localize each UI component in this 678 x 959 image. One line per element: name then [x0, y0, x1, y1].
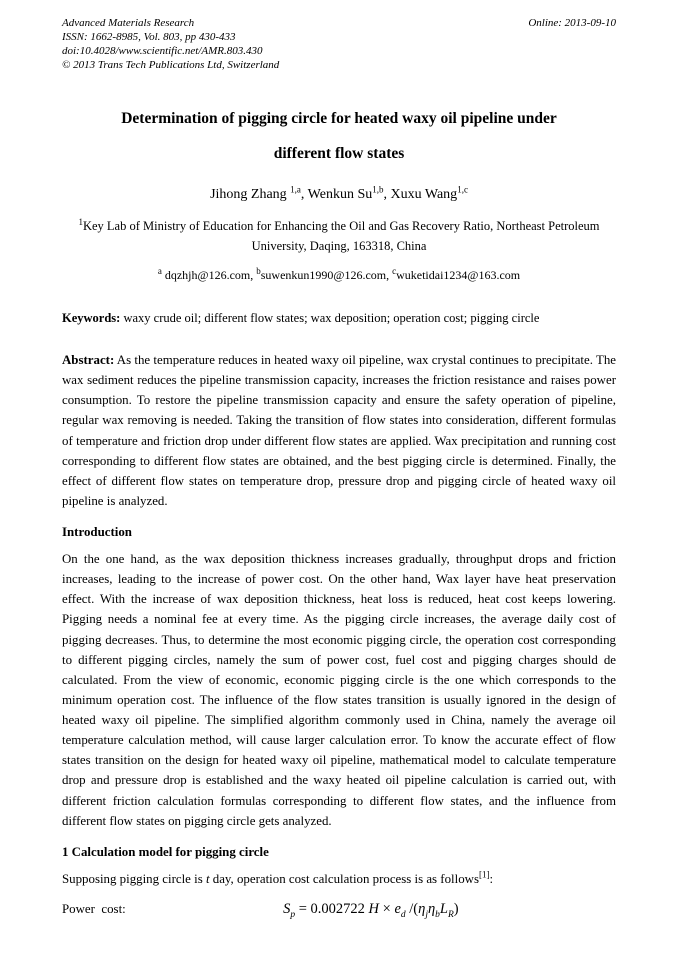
- abstract-paragraph: [62, 350, 616, 511]
- variable-t: t: [205, 871, 210, 886]
- power-cost-formula: [126, 901, 616, 918]
- formula-sub-p: p: [290, 909, 296, 920]
- supposing-pre: Supposing pigging circle is: [62, 871, 206, 886]
- email-a: dqzhjh@126.com,: [161, 268, 257, 283]
- abstract-label: Abstract:: [62, 353, 115, 368]
- email-a-superscript: a: [157, 266, 162, 277]
- formula-sub-R: R: [447, 909, 454, 920]
- authors-line: [62, 184, 616, 203]
- formula-sub-j: j: [425, 909, 428, 920]
- formula-sub-d: d: [400, 909, 406, 920]
- author-1: Jihong Zhang: [210, 187, 291, 203]
- keywords-text: waxy crude oil; different flow states; wax deposition; operation cost; pigging circle: [120, 311, 540, 326]
- keywords-label: Keywords:: [62, 311, 121, 326]
- affiliation-superscript: 1: [78, 217, 83, 228]
- author-2: , Wenkun Su: [300, 187, 373, 203]
- supposing-line: [62, 869, 616, 889]
- formula-sub-b: b: [435, 909, 440, 920]
- email-c: wuketidai1234@163.com: [396, 268, 521, 283]
- power-cost-row: [62, 901, 616, 918]
- journal-doi: doi:10.4028/www.scientific.net/AMR.803.430: [62, 45, 263, 58]
- formula-op-divide: /(: [405, 900, 419, 917]
- calculation-model-heading: 1 Calculation model for pigging circle: [62, 844, 269, 859]
- paper-title-line-1: Determination of pigging circle for heated waxy oil pipeline under: [121, 110, 557, 128]
- formula-var-S: S: [283, 900, 291, 917]
- supposing-post: day, operation cost calculation process is as follows: [209, 871, 479, 886]
- formula-op-equals: = 0.002722: [295, 900, 369, 917]
- affiliation-text: Key Lab of Ministry of Education for Enhancing the Oil and Gas Recovery Ratio, Northeast Petroleum University, Daqing, 163318, China: [82, 219, 600, 253]
- author-3: , Xuxu Wang: [383, 187, 458, 203]
- paper-title: [62, 110, 616, 163]
- formula-var-L: L: [439, 900, 448, 917]
- page-header: [62, 16, 616, 72]
- supposing-colon: :: [489, 871, 494, 886]
- formula-op-times: ×: [379, 900, 395, 917]
- keywords-line: [62, 311, 616, 326]
- formula-var-eta-b: η: [427, 900, 436, 917]
- journal-name: Advanced Materials Research: [62, 17, 195, 29]
- affiliation: [72, 217, 607, 256]
- author-emails: [62, 268, 616, 283]
- online-date: Online: 2013-09-10: [528, 17, 616, 29]
- power-cost-label: Power cost:: [62, 901, 126, 916]
- email-b-superscript: b: [256, 266, 261, 277]
- citation-ref-1: [1]: [478, 869, 490, 880]
- journal-copyright: © 2013 Trans Tech Publications Ltd, Switzerland: [62, 59, 280, 72]
- abstract-text: As the temperature reduces in heated waxy oil pipeline, wax crystal continues to precipitate. The wax sediment reduces the pipeline transmission capacity, increases the friction resistance and raises power consumption. To restore the pipeline transmission capacity and ensure the safety operation of pipeline, regular wax removing is needed. Taking the transition of flow states into consideration, different formulas of temperature and friction drop under different flow states are applied. Wax precipitation and running cost corresponding to different flow states are obtained, and the best pigging circle is determined. Finally, the effect of different flow states on temperature drop, pressure drop and pigging circle of heated waxy oil pipeline is analyzed.: [62, 353, 616, 508]
- journal-issn: ISSN: 1662-8985, Vol. 803, pp 430-433: [62, 31, 236, 44]
- email-c-superscript: c: [392, 266, 397, 277]
- introduction-paragraph: On the one hand, as the wax deposition thickness increases gradually, throughput drops and friction increases, leading to the increase of power cost. On the other hand, Wax layer have heat preservation effect. With the increase of wax deposition thickness, heat loss is reduced, heat cost keeps lowering. Pigging needs a nominal fee at every time. As the pigging circle increases, the average daily cost of pigging decreases. Thus, to determine the most economic pigging circle, the operation cost corresponding to different pigging circles, namely the sum of power cost, fuel cost and pigging charges should de calculated. From the view of economic, economic pigging circle is the one which corresponds to the minimum operation cost. The influence of the flow states transition is usually ignored in the design of heated waxy oil pipeline. The simplified algorithm commonly used in China, namely the average oil temperature calculation method, will cause larger calculation error. To know the accurate effect of flow states transition on the design for heated waxy oil pipeline, mathematical model to calculate temperature drop and pressure drop is established and the waxy heated oil pipeline calculation is carried out, with different friction calculation formulas corresponding to different flow states, and the influence from different flow states on pigging circle gets analyzed.: [62, 552, 616, 828]
- author-3-superscript: 1,c: [457, 184, 468, 195]
- email-b: suwenkun1990@126.com,: [260, 268, 393, 283]
- formula-var-eta-j: η: [418, 900, 426, 917]
- formula-var-e: e: [394, 900, 401, 917]
- author-1-superscript: 1,a: [290, 184, 301, 195]
- introduction-heading: Introduction: [62, 525, 132, 540]
- formula-close-paren: ): [453, 900, 459, 917]
- author-2-superscript: 1,b: [372, 184, 384, 195]
- journal-info-block: [62, 16, 279, 72]
- paper-title-line-2: different flow states: [273, 145, 405, 163]
- formula-var-H: H: [368, 900, 379, 917]
